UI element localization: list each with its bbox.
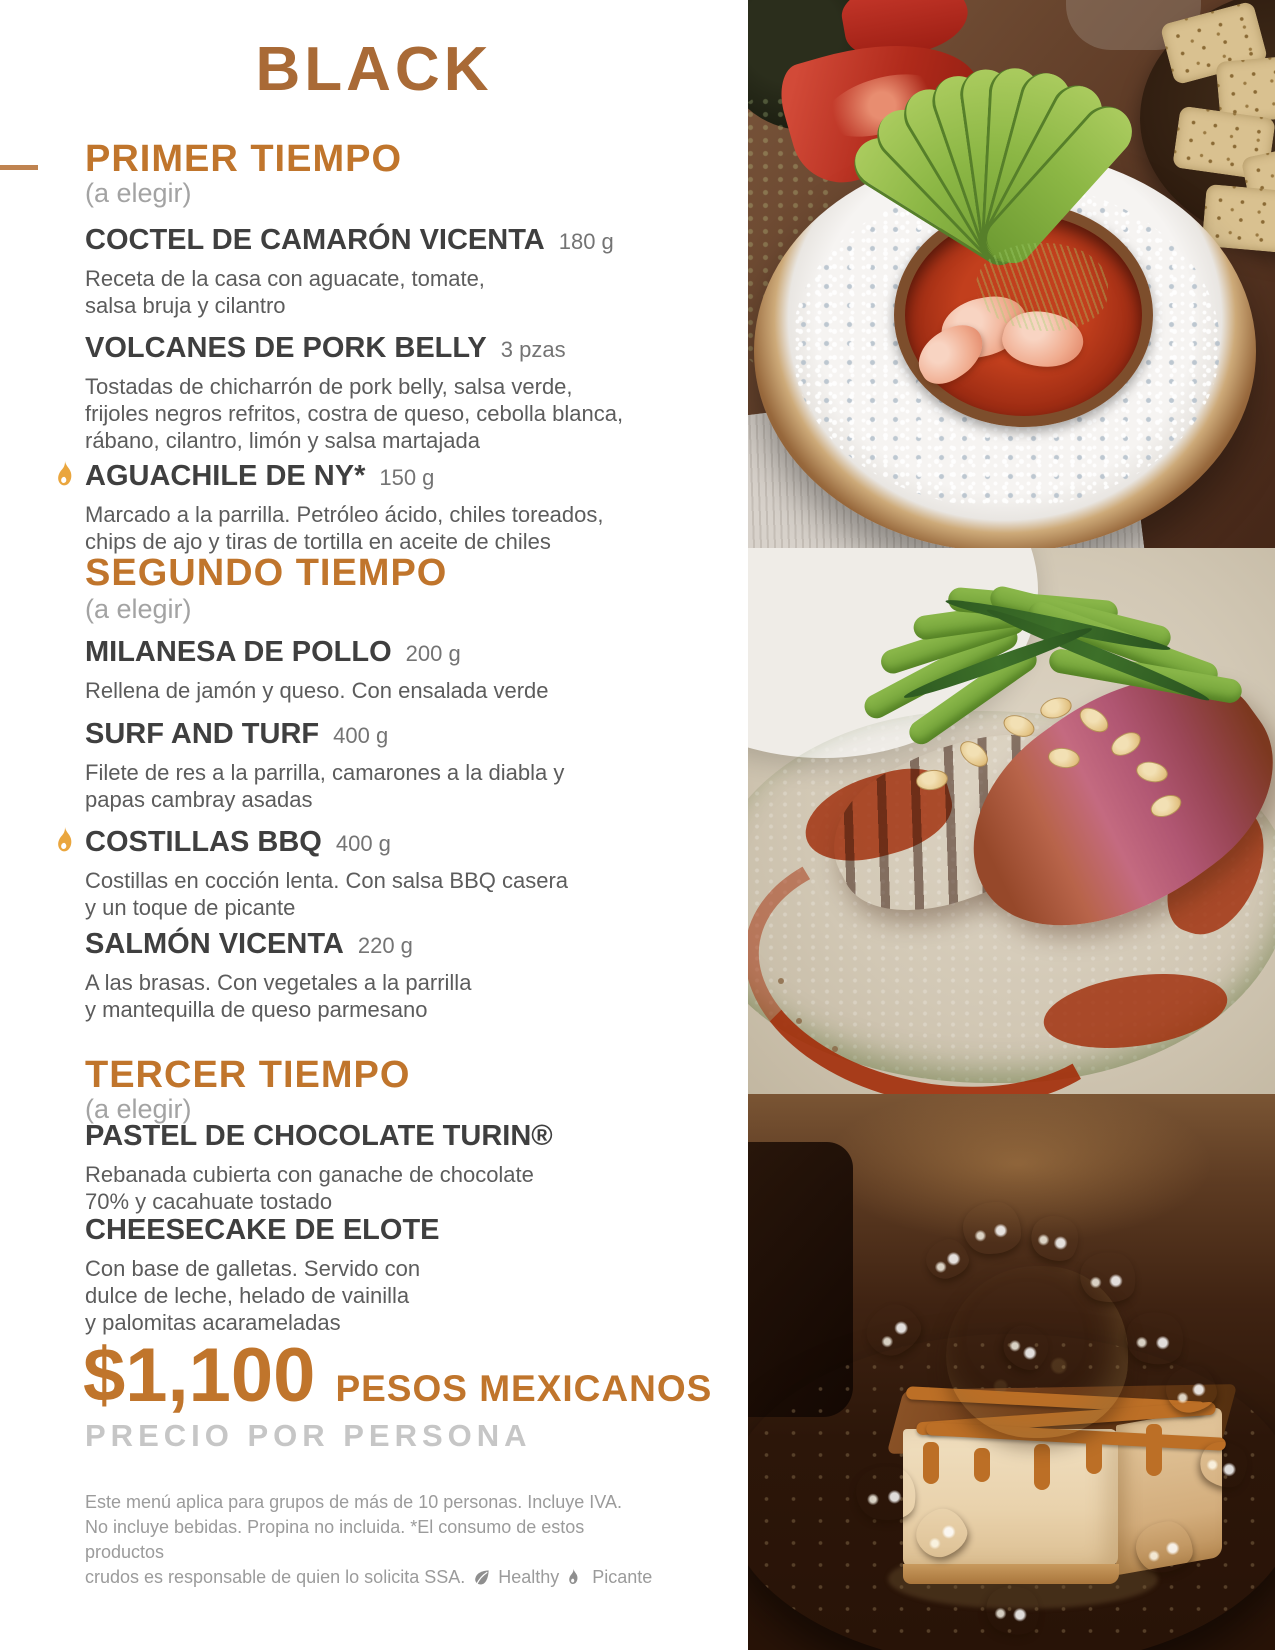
caramel-drip [1146,1424,1162,1476]
section-note: (a elegir) [85,1094,192,1124]
item-portion: 400 g [333,723,389,748]
section-note: (a elegir) [85,178,192,208]
item-desc-line: frijoles negros refritos, costra de queso, cebolla blanca, [85,401,624,426]
item-desc-line: salsa bruja y cilantro [85,293,286,318]
item-desc-line: Marcado a la parrilla. Petróleo ácido, chiles toreados, [85,502,604,527]
item-portion: 150 g [379,465,435,490]
item-name: VOLCANES DE PORK BELLY [85,332,487,364]
item-name: SURF AND TURF [85,718,320,750]
item-portion: 200 g [405,641,461,666]
caramel-drip [974,1448,990,1482]
section-note: (a elegir) [85,594,192,624]
menu-item-surf-and-turf [85,720,665,813]
price-block [83,1333,713,1418]
item-desc-line: Rellena de jamón y queso. Con ensalada verde [85,678,549,703]
item-desc-line: y un toque de picante [85,895,296,920]
cheesecake-crust [903,1564,1119,1584]
menu-item-milanesa-de-pollo [85,638,665,704]
cilantro-garnish [976,243,1108,331]
picante-label: Picante [592,1567,653,1587]
caramel-drip [1086,1438,1102,1474]
item-desc-line: y palomitas acarameladas [85,1310,341,1335]
item-portion: 180 g [558,229,614,254]
menu-item-salmon-vicenta [85,930,665,1023]
item-desc-line: dulce de leche, helado de vainilla [85,1283,410,1308]
photo-plato-fuerte [748,548,1275,1094]
item-portion: 3 pzas [500,337,566,362]
footer-line: Este menú aplica para grupos de más de 10 personas. Incluye IVA. [85,1492,622,1512]
photo-column [748,0,1275,1650]
footer-line: No incluye bebidas. Propina no incluida. *El consumo de estos productos [85,1517,585,1562]
caramel-popcorn [963,1202,1021,1254]
menu-item-aguachile-ny [85,462,665,555]
caramel-drip [923,1442,939,1484]
item-desc-line: Filete de res a la parrilla, camarones a la diabla y [85,760,565,785]
item-desc-line: chips de ajo y tiras de tortilla en aceite de chiles [85,529,551,554]
item-desc-line: A las brasas. Con vegetales a la parrilla [85,970,472,995]
item-name: CHEESECAKE DE ELOTE [85,1214,440,1246]
section-heading-segundo-tiempo: SEGUNDO TIEMPO [85,552,448,594]
caramel-drip [1034,1444,1050,1490]
photo-postre [748,1094,1275,1650]
price-amount: $1,100 [83,1333,316,1418]
item-desc-line: y mantequilla de queso parmesano [85,997,428,1022]
item-name: COCTEL DE CAMARÓN VICENTA [85,224,545,256]
flame-icon [53,460,77,490]
menu-item-coctel-de-camaron [85,226,665,319]
healthy-label: Healthy [498,1567,560,1587]
menu-item-costillas-bbq [85,828,665,921]
item-desc-line: Costillas en cocción lenta. Con salsa BBQ casera [85,868,569,893]
item-desc-line: Rebanada cubierta con ganache de chocolate [85,1162,534,1187]
item-desc-line: Tostadas de chicharrón de pork belly, salsa verde, [85,374,573,399]
plate-speck [796,1018,802,1024]
photo-coctel-camaron [748,0,1275,548]
footer-disclaimer [85,1490,665,1590]
item-name: COSTILLAS BBQ [85,826,322,858]
menu-item-cheesecake-elote [85,1216,665,1336]
item-desc-line: papas cambray asadas [85,787,313,812]
plate-speck [832,1046,838,1052]
section-heading-tercer-tiempo: TERCER TIEMPO [85,1054,411,1096]
flame-icon-gray [566,1568,585,1587]
price-currency: PESOS MEXICANOS [335,1368,713,1409]
price-per-person-label: PRECIO POR PERSONA [85,1418,532,1453]
menu-item-pastel-chocolate [85,1122,665,1215]
footer-line: crudos es responsable de quien lo solicita SSA. [85,1567,466,1587]
page-title: BLACK [255,35,493,104]
item-name: AGUACHILE DE NY* [85,460,366,492]
section-heading-primer-tiempo: PRIMER TIEMPO [85,138,403,180]
item-desc-line: Receta de la casa con aguacate, tomate, [85,266,485,291]
item-name: MILANESA DE POLLO [85,636,392,668]
item-desc-line: Con base de galletas. Servido con [85,1256,421,1281]
leaf-icon [472,1568,491,1587]
menu-item-volcanes-pork-belly [85,334,665,454]
item-portion: 400 g [335,831,391,856]
item-desc-line: 70% y cacahuate tostado [85,1189,333,1214]
item-name: PASTEL DE CHOCOLATE TURIN® [85,1120,553,1152]
flame-icon [53,826,77,856]
accent-dash [0,165,38,170]
item-portion: 220 g [357,933,413,958]
item-name: SALMÓN VICENTA [85,928,344,960]
plate-speck [778,978,784,984]
item-desc-line: rábano, cilantro, limón y salsa martajada [85,428,480,453]
